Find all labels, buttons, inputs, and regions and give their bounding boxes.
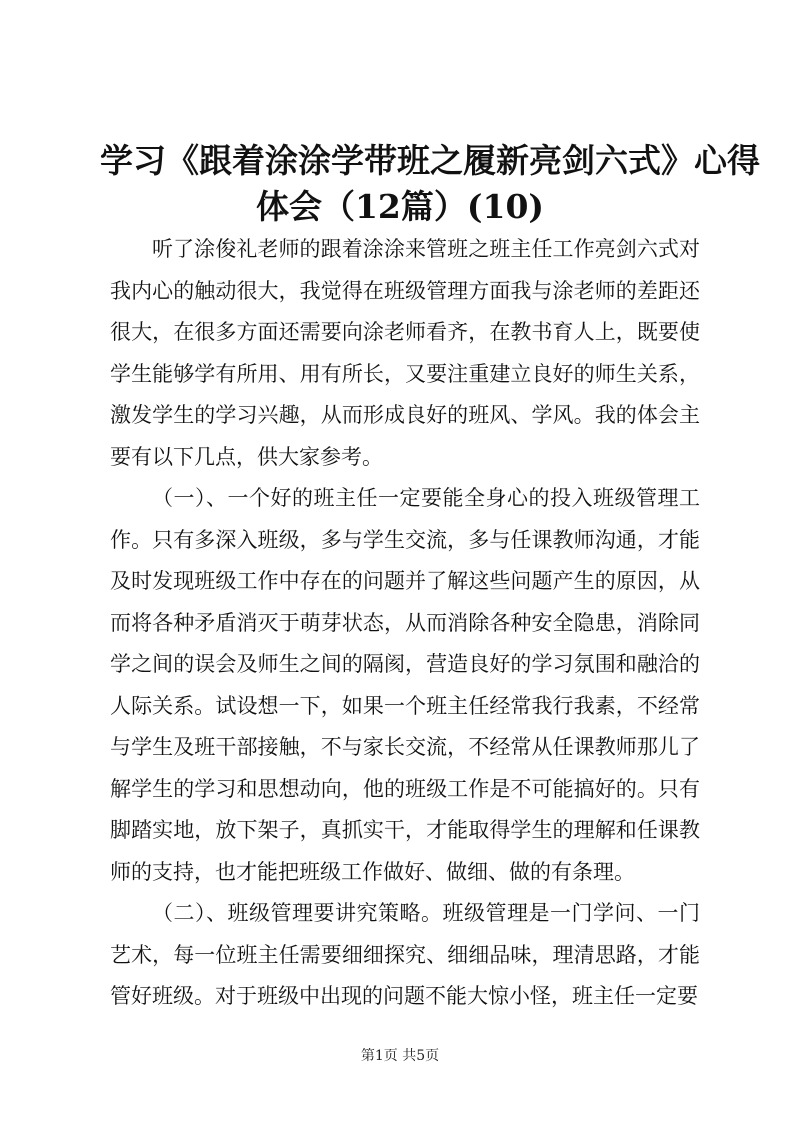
document-title: [100, 138, 760, 230]
title-line-1: 学习《跟着涂涂学带班之履新亮剑六式》心得: [100, 141, 760, 180]
paragraph-section-1: （一）、一个好的班主任一定要能全身心的投入班级管理工作。只有多深入班级，多与学生交流，多与任课教师沟通，才能及时发现班级工作中存在的问题并了解这些问题产生的原因，从而将各种矛盾消灭于萌芽状态，从而消除各种安全隐患，消除同学之间的误会及师生之间的隔阂，营造良好的学习氛围和融洽的人际关系。试设想一下，如果一个班主任经常我行我素，不经常与学生及班干部接触，不与家长交流，不经常从任课教师那儿了解学生的学习和思想动向，他的班级工作是不可能搞好的。只有脚踏实地，放下架子，真抓实干，才能取得学生的理解和任课教师的支持，也才能把班级工作做好、做细、做的有条理。: [110, 486, 700, 884]
document-body: [110, 229, 700, 1018]
page-footer: 第1页 共5页: [360, 1048, 440, 1064]
paragraph-section-2: （二）、班级管理要讲究策略。班级管理是一门学问、一门艺术，每一位班主任需要细细探究、细细品味，理清思路，才能管好班级。对于班级中出现的问题不能大惊小怪，班主任一定要: [110, 901, 700, 1008]
title-line-2: 体会（12篇）(10): [255, 187, 545, 226]
paragraph-intro: 听了涂俊礼老师的跟着涂涂来管班之班主任工作亮剑六式对我内心的触动很大，我觉得在班级管理方面我与涂老师的差距还很大，在很多方面还需要向涂老师看齐，在教书育人上，既要使学生能够学有所用、用有所长，又要注重建立良好的师生关系，激发学生的学习兴趣，从而形成良好的班风、学风。我的体会主要有以下几点，供大家参考。: [110, 237, 700, 469]
